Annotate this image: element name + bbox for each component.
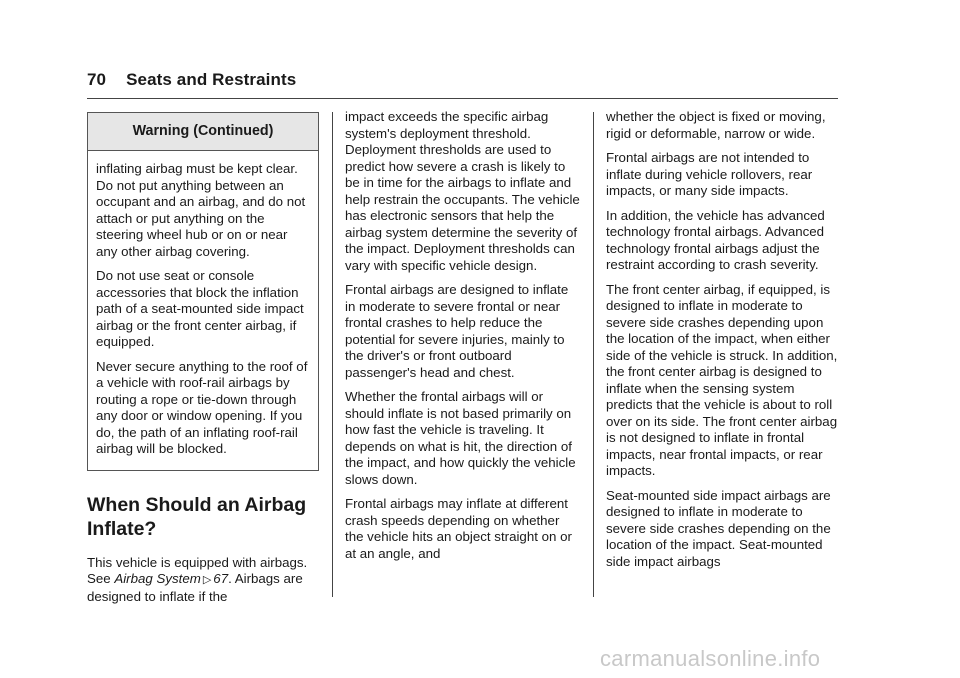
- body-paragraph: Frontal airbags are not intended to inflate during vehicle rollovers, rear impacts, or many side impacts.: [606, 150, 813, 198]
- intro-paragraph: [87, 555, 319, 606]
- body-paragraph: Seat-mounted side impact airbags are designed to inflate in moderate to severe side crashes depending on the location of the impact. Seat-mounted side impact airbags: [606, 487, 831, 569]
- body-paragraph: The front center airbag, if equipped, is designed to inflate in moderate to severe side crashes depending upon the location of the impact, when either side of the vehicle is struck. In addition, the front center airbag is designed to inflate when the sensing system predicts that the vehicle is about to roll over on its side. The front center airbag is not designed to inflate in frontal impacts, near frontal impacts, or rear impacts.: [606, 281, 838, 478]
- intro-text: This vehicle is equipped with airbags. See: [87, 554, 308, 586]
- xref-page[interactable]: 67: [213, 571, 229, 586]
- watermark: carmanualsonline.info: [600, 646, 821, 671]
- body-paragraph: impact exceeds the specific airbag system's deployment threshold. Deployment thresholds are used to predict how severe a crash is likely to be in time for the airbags to inflate and help restrain the occupants. The vehicle has electronic sensors that help the airbag system determine the severity of the impact. Deployment thresholds can vary with specific vehicle design.: [345, 109, 580, 273]
- warning-paragraph: Never secure anything to the roof of a vehicle with roof-rail airbags by routing a rope or tie-down through any door or window opening. If you do, the path of an inflating roof-rail airbag will be blocked.: [96, 358, 308, 456]
- xref-link[interactable]: Airbag System: [114, 571, 201, 586]
- column-1: [87, 112, 319, 613]
- intro-text: . Airbags are designed to inflate if the: [87, 571, 303, 604]
- body-paragraph: Frontal airbags are designed to inflate in moderate to severe frontal or near frontal crashes to help reduce the potential for severe injuries, mainly to the driver's or front outboard passenger's head and chest.: [345, 282, 569, 380]
- header-rule: [87, 98, 838, 99]
- body-paragraph: Whether the frontal airbags will or should inflate is not based primarily on how fast the vehicle is traveling. It depends on what is hit, the direction of the impact, and how quickly the vehicle slows down.: [345, 389, 576, 487]
- body-paragraph: In addition, the vehicle has advanced technology frontal airbags. Advanced technology frontal airbags adjust the restraint according to crash severity.: [606, 207, 825, 272]
- page-arrow-icon: ▷: [202, 574, 212, 586]
- column-2: [345, 109, 580, 570]
- warning-body: [88, 151, 318, 470]
- section-title: When Should an Airbag Inflate?: [87, 493, 307, 540]
- body-paragraph: Frontal airbags may inflate at different crash speeds depending on whether the vehicle hits an object straight on or at an angle, and: [345, 496, 572, 561]
- body-paragraph: whether the object is fixed or moving, rigid or deformable, narrow or wide.: [606, 109, 826, 141]
- page-number: 70: [87, 70, 107, 89]
- warning-paragraph: Do not use seat or console accessories that block the inflation path of a seat-mounted side impact airbag or the front center airbag, if equipped.: [96, 268, 304, 349]
- warning-paragraph: inflating airbag must be kept clear. Do not put anything between an occupant and an airbag, and do not attach or put anything on the steering wheel hub or on or near any other airbag covering.: [96, 161, 306, 259]
- column-divider: [332, 112, 333, 597]
- column-divider: [593, 112, 594, 597]
- column-3: [606, 109, 840, 578]
- warning-box: [87, 112, 319, 471]
- section-heading: Seats and Restraints: [126, 70, 297, 89]
- page-header: [87, 70, 296, 90]
- warning-title: Warning (Continued): [88, 113, 318, 151]
